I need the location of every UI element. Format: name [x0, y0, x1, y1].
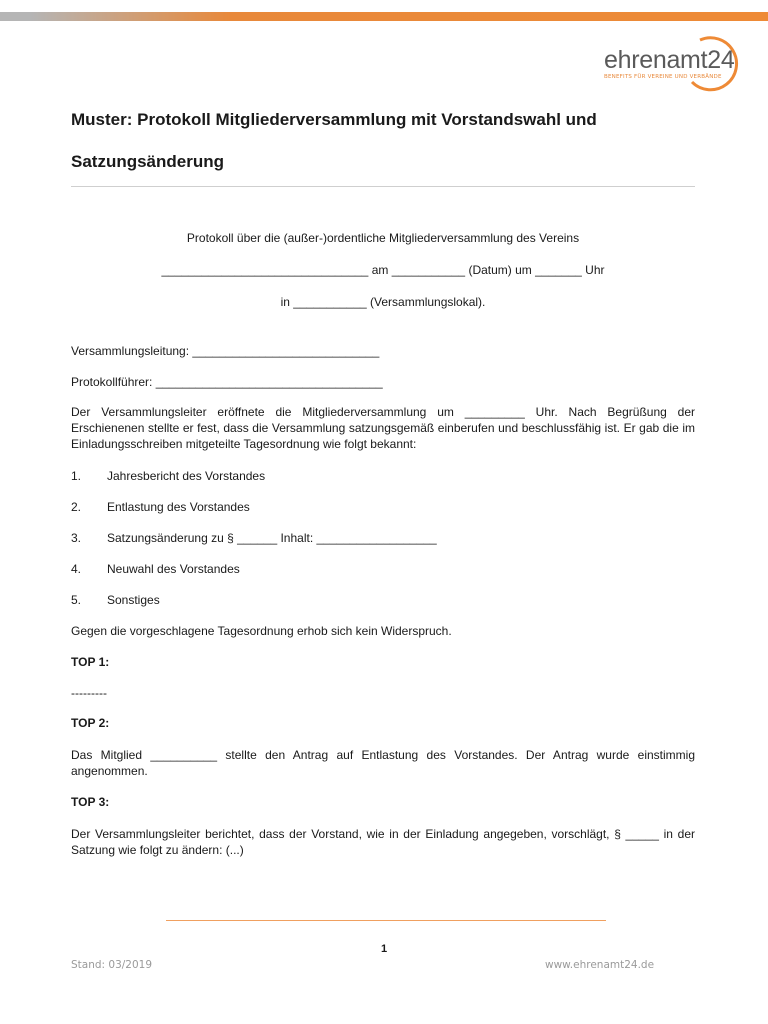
- top-accent-bar: [0, 12, 768, 21]
- agenda-item: 1. Jahresbericht des Vorstandes: [71, 469, 266, 483]
- top1-heading: TOP 1:: [71, 655, 110, 669]
- agenda-item: 2. Entlastung des Vorstandes: [71, 500, 250, 514]
- top3-heading: TOP 3:: [71, 795, 110, 809]
- logo-tagline: BENEFITS FÜR VEREINE UND VERBÄNDE: [604, 74, 722, 80]
- footer-url: www.ehrenamt24.de: [545, 959, 655, 971]
- top2-body: Das Mitglied __________ stellte den Antrag auf Entlastung des Vorstandes. Der Antrag wurde einstimmig angenommen.: [71, 748, 695, 778]
- ehrenamt24-logo: [596, 36, 756, 92]
- logo-wordmark: ehrenamt24: [604, 46, 735, 74]
- footer-divider: [166, 920, 606, 921]
- agenda-item: 3. Satzungsänderung zu § ______ Inhalt: __________________: [71, 531, 437, 545]
- protocol-heading: Protokoll über die (außer-)ordentliche Mitgliederversammlung des Vereins: [186, 231, 580, 245]
- top1-body: ---------: [71, 686, 107, 700]
- title-divider: [71, 186, 695, 187]
- protocol-location-line: in ___________ (Versammlungslokal).: [280, 295, 486, 309]
- intro-paragraph: Der Versammlungsleiter eröffnete die Mitgliederversammlung um _________ Uhr. Nach Begrüßung der Erschienenen stellte er fest, dass die Versammlung satzungsgemäß einberufen und beschlussfähig ist. Er gab die im Einladungsschreiben mitgeteilte Tagesordnung wie folgt bekannt:: [71, 405, 695, 451]
- versammlungsleitung-field: Versammlungsleitung: ____________________________: [71, 344, 380, 358]
- no-objection-text: Gegen die vorgeschlagene Tagesordnung erhob sich kein Widerspruch.: [71, 624, 452, 638]
- agenda-item: 4. Neuwahl des Vorstandes: [71, 562, 240, 576]
- protokollfuehrer-field: Protokollführer: __________________________________: [71, 375, 383, 389]
- top3-body: Der Versammlungsleiter berichtet, dass der Vorstand, wie in der Einladung angegeben, vorschlägt, § _____ in der Satzung wie folgt zu ändern: (...): [71, 827, 695, 857]
- document-title: Muster: Protokoll Mitgliederversammlung mit Vorstandswahl und Satzungsänderung: [71, 110, 597, 171]
- stand-date: Stand: 03/2019: [71, 959, 153, 971]
- agenda-item: 5. Sonstiges: [71, 593, 160, 607]
- top2-heading: TOP 2:: [71, 716, 110, 730]
- protocol-date-line: _______________________________ am ___________ (Datum) um _______ Uhr: [161, 263, 605, 277]
- page-number: 1: [380, 943, 388, 955]
